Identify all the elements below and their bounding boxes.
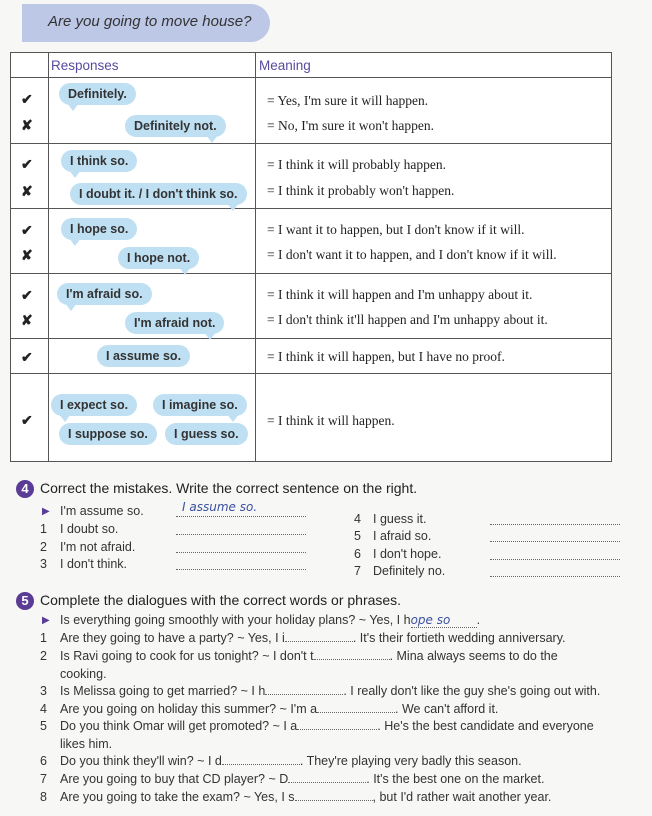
tick-icon: ✔ bbox=[21, 349, 33, 365]
item-sentence: I doubt so. bbox=[60, 522, 119, 536]
dialogue-prompt: Are you going to buy that CD player? ~ D bbox=[60, 772, 289, 786]
exercise-number: 4 bbox=[16, 480, 34, 498]
response-bubble: I assume so. bbox=[97, 345, 190, 367]
meaning-text: = I don't want it to happen, and I don't know if it will. bbox=[267, 247, 557, 262]
dialogue-prompt: Is everything going smoothly with your holiday plans? ~ Yes, I h bbox=[60, 613, 411, 627]
meaning-text: = I think it will happen, but I have no proof. bbox=[267, 349, 505, 364]
meaning-text: = I think it will happen. bbox=[267, 413, 395, 428]
dialogue-wrap: cooking. bbox=[60, 667, 107, 681]
tick-icon: ✔ bbox=[21, 412, 33, 428]
meaning-text: = I think it will probably happen. bbox=[267, 157, 446, 172]
dialogue-prompt: Is Melissa going to get married? ~ I h bbox=[60, 684, 266, 698]
item-number: 1 bbox=[40, 522, 47, 536]
dialogue-continuation: . It's the best one on the market. bbox=[366, 772, 545, 786]
answer-blank[interactable] bbox=[222, 764, 300, 765]
dialogue-continuation: . It's their fortieth wedding anniversary. bbox=[352, 631, 566, 645]
responses-table bbox=[10, 52, 612, 462]
answer-line[interactable] bbox=[490, 576, 620, 577]
dialogue-continuation: . He's the best candidate and everyone bbox=[377, 719, 594, 733]
dialogue-prompt: Are you going on holiday this summer? ~ I'm a bbox=[60, 702, 318, 716]
table-divider bbox=[255, 53, 256, 461]
example-answer: ope so bbox=[411, 613, 477, 628]
response-bubble: Definitely. bbox=[59, 83, 136, 105]
header-meaning: Meaning bbox=[259, 58, 311, 73]
answer-line[interactable] bbox=[490, 524, 620, 525]
item-number: 2 bbox=[40, 649, 47, 663]
dialogue-line bbox=[60, 631, 565, 645]
item-number: 6 bbox=[354, 547, 361, 561]
dialogue-continuation: . I really don't like the guy she's going out with. bbox=[343, 684, 601, 698]
response-bubble: Definitely not. bbox=[125, 115, 226, 137]
table-divider bbox=[11, 143, 611, 144]
dialogue-line bbox=[60, 702, 498, 716]
item-sentence: I don't think. bbox=[60, 557, 128, 571]
answer-line[interactable] bbox=[176, 569, 306, 570]
answer-blank[interactable] bbox=[265, 694, 343, 695]
response-bubble: I'm afraid so. bbox=[57, 283, 152, 305]
table-divider bbox=[11, 338, 611, 339]
dialogue-continuation: . They're playing very badly this season. bbox=[299, 754, 522, 768]
answer-line[interactable] bbox=[490, 559, 620, 560]
response-bubble: I doubt it. / I don't think so. bbox=[70, 183, 247, 205]
item-number: 4 bbox=[40, 702, 47, 716]
dialogue-line bbox=[60, 754, 522, 768]
response-bubble: I expect so. bbox=[51, 394, 137, 416]
dialogue-prompt: Are you going to take the exam? ~ Yes, I s bbox=[60, 790, 295, 804]
item-number: 8 bbox=[40, 790, 47, 804]
example-arrow-icon: ▶ bbox=[42, 506, 50, 517]
response-bubble: I hope so. bbox=[61, 218, 137, 240]
dialogue-line bbox=[60, 790, 551, 804]
answer-blank[interactable] bbox=[317, 712, 395, 713]
item-number: 3 bbox=[40, 557, 47, 571]
meaning-text: = I think it will happen and I'm unhappy about it. bbox=[267, 287, 533, 302]
response-bubble: I suppose so. bbox=[59, 423, 157, 445]
banner-question: Are you going to move house? bbox=[48, 13, 252, 30]
item-number: 5 bbox=[354, 529, 361, 543]
cross-icon: ✘ bbox=[21, 247, 33, 263]
table-divider bbox=[11, 373, 611, 374]
tick-icon: ✔ bbox=[21, 156, 33, 172]
meaning-text: = I think it probably won't happen. bbox=[267, 183, 455, 198]
cross-icon: ✘ bbox=[21, 312, 33, 328]
item-sentence: Definitely no. bbox=[373, 564, 446, 578]
item-sentence: I'm not afraid. bbox=[60, 540, 136, 554]
dialogue-continuation: , but I'd rather wait another year. bbox=[372, 790, 552, 804]
answer-line bbox=[176, 516, 306, 517]
tick-icon: ✔ bbox=[21, 91, 33, 107]
meaning-text: = I don't think it'll happen and I'm unhappy about it. bbox=[267, 312, 548, 327]
item-number: 2 bbox=[40, 540, 47, 554]
item-sentence: I afraid so. bbox=[373, 529, 432, 543]
response-bubble: I imagine so. bbox=[153, 394, 247, 416]
exercise-title: Correct the mistakes. Write the correct sentence on the right. bbox=[40, 480, 418, 496]
answer-blank[interactable] bbox=[297, 729, 377, 730]
item-number: 1 bbox=[40, 631, 47, 645]
dialogue-prompt: Do you think they'll win? ~ I d bbox=[60, 754, 222, 768]
answer-blank[interactable] bbox=[285, 641, 353, 642]
item-number: 7 bbox=[354, 564, 361, 578]
dialogue-prompt: Are they going to have a party? ~ Yes, I i bbox=[60, 631, 285, 645]
dialogue-continuation: . Mina always seems to do the bbox=[389, 649, 558, 663]
answer-line[interactable] bbox=[176, 552, 306, 553]
meaning-text: = Yes, I'm sure it will happen. bbox=[267, 93, 429, 108]
cross-icon: ✘ bbox=[21, 117, 33, 133]
response-bubble: I'm afraid not. bbox=[125, 312, 224, 334]
example-answer: I assume so. bbox=[182, 500, 258, 514]
dialogue-line bbox=[60, 719, 594, 733]
answer-blank[interactable] bbox=[295, 800, 373, 801]
meaning-text: = No, I'm sure it won't happen. bbox=[267, 118, 434, 133]
answer-line[interactable] bbox=[176, 534, 306, 535]
exercise-number: 5 bbox=[16, 592, 34, 610]
item-number: 7 bbox=[40, 772, 47, 786]
dialogue-line bbox=[60, 772, 544, 786]
item-sentence: I guess it. bbox=[373, 512, 427, 526]
response-bubble: I hope not. bbox=[118, 247, 199, 269]
table-divider bbox=[11, 77, 611, 78]
table-divider bbox=[11, 208, 611, 209]
example-sentence: I'm assume so. bbox=[60, 504, 144, 518]
dialogue-prompt: Do you think Omar will get promoted? ~ I a bbox=[60, 719, 298, 733]
item-number: 6 bbox=[40, 754, 47, 768]
title-banner bbox=[22, 4, 270, 42]
cross-icon: ✘ bbox=[21, 183, 33, 199]
table-divider bbox=[48, 53, 49, 461]
dialogue-line: Is everything going smoothly with your holiday plans? ~ Yes, I hope so . bbox=[60, 613, 481, 627]
dialogue-continuation: . We can't afford it. bbox=[395, 702, 499, 716]
dialogue-line bbox=[60, 684, 600, 698]
response-bubble: I think so. bbox=[61, 150, 137, 172]
item-number: 3 bbox=[40, 684, 47, 698]
item-number: 4 bbox=[354, 512, 361, 526]
answer-blank[interactable] bbox=[314, 659, 390, 660]
item-number: 5 bbox=[40, 719, 47, 733]
answer-blank[interactable] bbox=[288, 782, 366, 783]
response-bubble: I guess so. bbox=[165, 423, 248, 445]
example-arrow-icon: ▶ bbox=[42, 615, 50, 626]
tick-icon: ✔ bbox=[21, 287, 33, 303]
answer-line[interactable] bbox=[490, 541, 620, 542]
tick-icon: ✔ bbox=[21, 222, 33, 238]
dialogue-prompt: Is Ravi going to cook for us tonight? ~ I don't t bbox=[60, 649, 314, 663]
exercise-title: Complete the dialogues with the correct words or phrases. bbox=[40, 592, 402, 608]
header-responses: Responses bbox=[51, 58, 119, 73]
dialogue-wrap: likes him. bbox=[60, 737, 113, 751]
item-sentence: I don't hope. bbox=[373, 547, 442, 561]
table-divider bbox=[11, 273, 611, 274]
dialogue-line bbox=[60, 649, 558, 663]
meaning-text: = I want it to happen, but I don't know if it will. bbox=[267, 222, 525, 237]
